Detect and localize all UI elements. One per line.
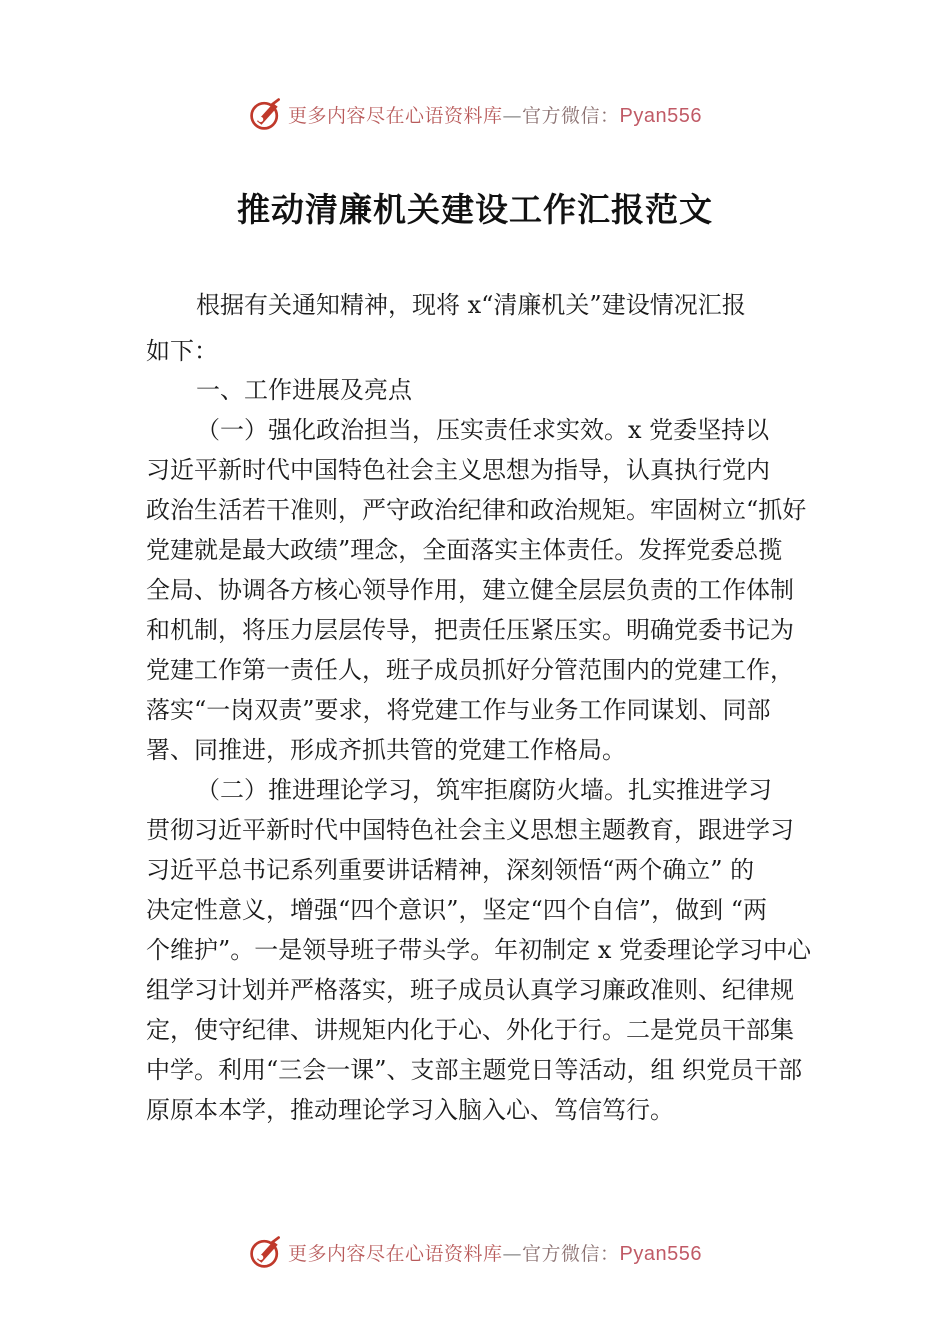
body-line-14: 贯彻习近平新时代中国特色社会主义思想主题教育，跟进学习 [146, 816, 794, 844]
body-line-8: 全局、协调各方核心领导作用，建立健全层层负责的工作体制 [146, 576, 794, 604]
body-line-7: 党建就是最大政绩”理念，全面落实主体责任。发挥党委总揽 [146, 536, 783, 564]
body-line-12: 署、同推进，形成齐抓共管的党建工作格局。 [146, 736, 626, 764]
body-line-1: 根据有关通知精神，现将 x“清廉机关”建设情况汇报 [196, 291, 746, 319]
watermark-site: 更多内容尽在心语资料库 [288, 1242, 503, 1265]
header-watermark [0, 94, 950, 134]
footer-watermark [0, 1232, 950, 1272]
watermark-label: 官方微信： [522, 104, 620, 127]
body-line-19: 定，使守纪律、讲规矩内化于心、外化于行。二是党员干部集 [146, 1016, 794, 1044]
watermark-separator: — [502, 1242, 523, 1265]
watermark-label: 官方微信： [522, 1242, 620, 1265]
body-line-2: 如下： [146, 337, 218, 365]
body-line-5: 习近平新时代中国特色社会主义思想为指导，认真执行党内 [146, 456, 770, 484]
body-line-17: 个维护”。一是领导班子带头学。年初制定 x 党委理论学习中心 [146, 936, 812, 964]
document-title: 推动清廉机关建设工作汇报范文 [237, 190, 713, 229]
watermark-id: Pyan556 [619, 1242, 702, 1265]
watermark-separator: — [502, 104, 523, 127]
body-line-15: 习近平总书记系列重要讲话精神，深刻领悟“两个确立” 的 [146, 856, 755, 884]
body-line-6: 政治生活若干准则，严守政治纪律和政治规矩。牢固树立“抓好 [146, 496, 807, 524]
subsection-heading-1: （一）强化政治担当，压实责任求实效。x 党委坚持以 [196, 416, 770, 444]
pen-logo-icon [248, 96, 284, 132]
watermark-text [288, 101, 702, 128]
body-line-10: 党建工作第一责任人，班子成员抓好分管范围内的党建工作， [146, 656, 794, 684]
section-heading: 一、工作进展及亮点 [196, 376, 412, 404]
body-line-18: 组学习计划并严格落实，班子成员认真学习廉政准则、纪律规 [146, 976, 794, 1004]
subsection-heading-2: （二）推进理论学习，筑牢拒腐防火墙。扎实推进学习 [196, 776, 772, 804]
watermark-id: Pyan556 [619, 104, 702, 127]
body-line-20: 中学。利用“三会一课”、支部主题党日等活动，组 织党员干部 [146, 1056, 803, 1084]
body-line-21: 原原本本学，推动理论学习入脑入心、笃信笃行。 [146, 1096, 674, 1124]
watermark-site: 更多内容尽在心语资料库 [288, 104, 503, 127]
body-line-11: 落实“一岗双责”要求，将党建工作与业务工作同谋划、同部 [146, 696, 771, 724]
body-line-9: 和机制，将压力层层传导，把责任压紧压实。明确党委书记为 [146, 616, 794, 644]
body-line-16: 决定性意义，增强“四个意识”，坚定“四个自信”，做到 “两 [146, 896, 767, 924]
watermark-text [288, 1239, 702, 1266]
pen-logo-icon [248, 1234, 284, 1270]
